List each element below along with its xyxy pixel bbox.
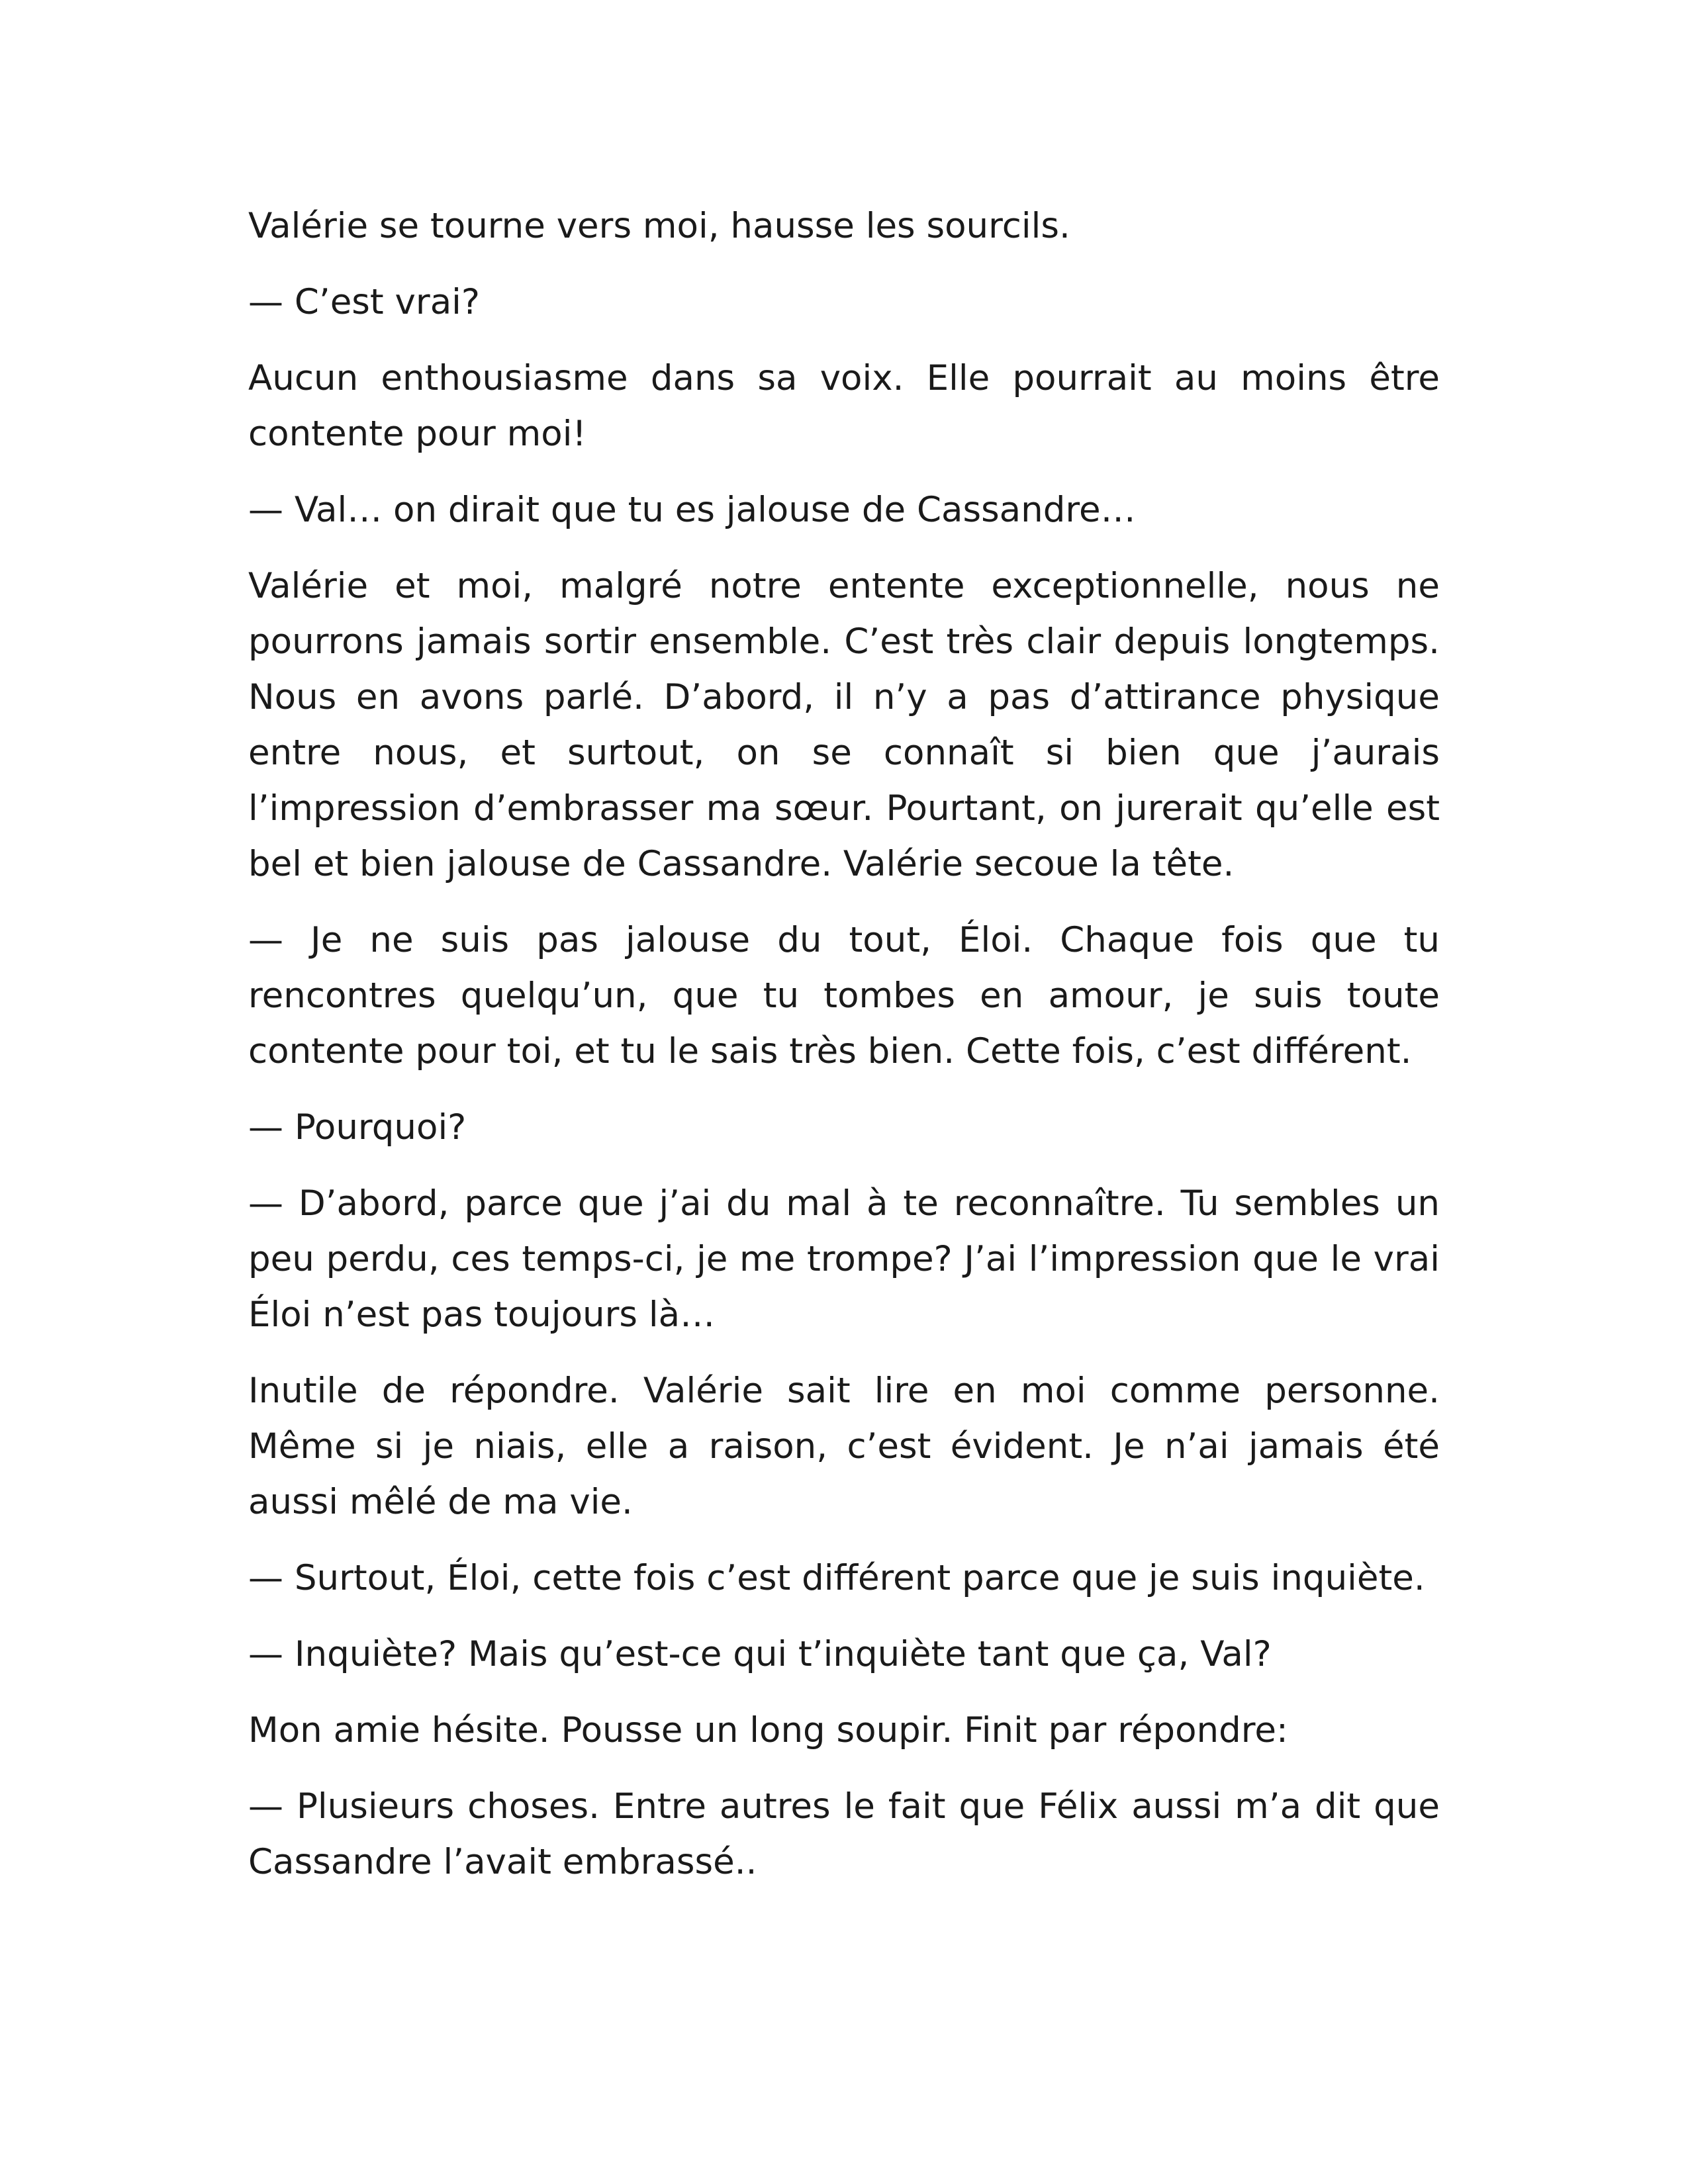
paragraph-10: — Surtout, Éloi, cette fois c’est différent parce que je suis inquiète. xyxy=(248,1558,1425,1598)
paragraph-3: Aucun enthousiasme dans sa voix. Elle pourrait au moins être contente pour moi! xyxy=(248,358,1440,454)
paragraph-13: — Plusieurs choses. Entre autres le fait que Félix aussi m’a dit que Cassandre l’avait embrassé.. xyxy=(248,1786,1440,1882)
paragraph-6: — Je ne suis pas jalouse du tout, Éloi. Chaque fois que tu rencontres quelqu’un, que tu tombes en amour, je suis toute contente pour toi, et tu le sais très bien. Cette fois, c’est différent. xyxy=(248,920,1440,1071)
paragraph-8: — D’abord, parce que j’ai du mal à te reconnaître. Tu sembles un peu perdu, ces temps-ci, je me trompe? J’ai l’impression que le vrai Éloi n’est pas toujours là… xyxy=(248,1183,1440,1335)
paragraph-7: — Pourquoi? xyxy=(248,1107,467,1148)
paragraph-4: — Val… on dirait que tu es jalouse de Cassandre… xyxy=(248,490,1136,530)
paragraph-12: Mon amie hésite. Pousse un long soupir. Finit par répondre: xyxy=(248,1710,1288,1751)
paragraph-1: Valérie se tourne vers moi, hausse les sourcils. xyxy=(248,206,1070,246)
paragraph-5: Valérie et moi, malgré notre entente exceptionnelle, nous ne pourrons jamais sortir ensemble. C’est très clair depuis longtemps. Nous en avons parlé. D’abord, il n’y a pas d’attirance physique entre nous, et surtout, on se connaît si bien que j’aurais l’impression d’embrasser ma sœur. Pourtant, on jurerait qu’elle est bel et bien jalouse de Cassandre. Valérie secoue la tête. xyxy=(248,566,1440,884)
paragraph-9: Inutile de répondre. Valérie sait lire en moi comme personne. Même si je niais, elle a raison, c’est évident. Je n’ai jamais été aussi mêlé de ma vie. xyxy=(248,1371,1440,1522)
paragraph-11: — Inquiète? Mais qu’est-ce qui t’inquiète tant que ça, Val? xyxy=(248,1634,1272,1674)
paragraph-2: — C’est vrai? xyxy=(248,282,481,322)
document-page xyxy=(248,199,1440,1911)
